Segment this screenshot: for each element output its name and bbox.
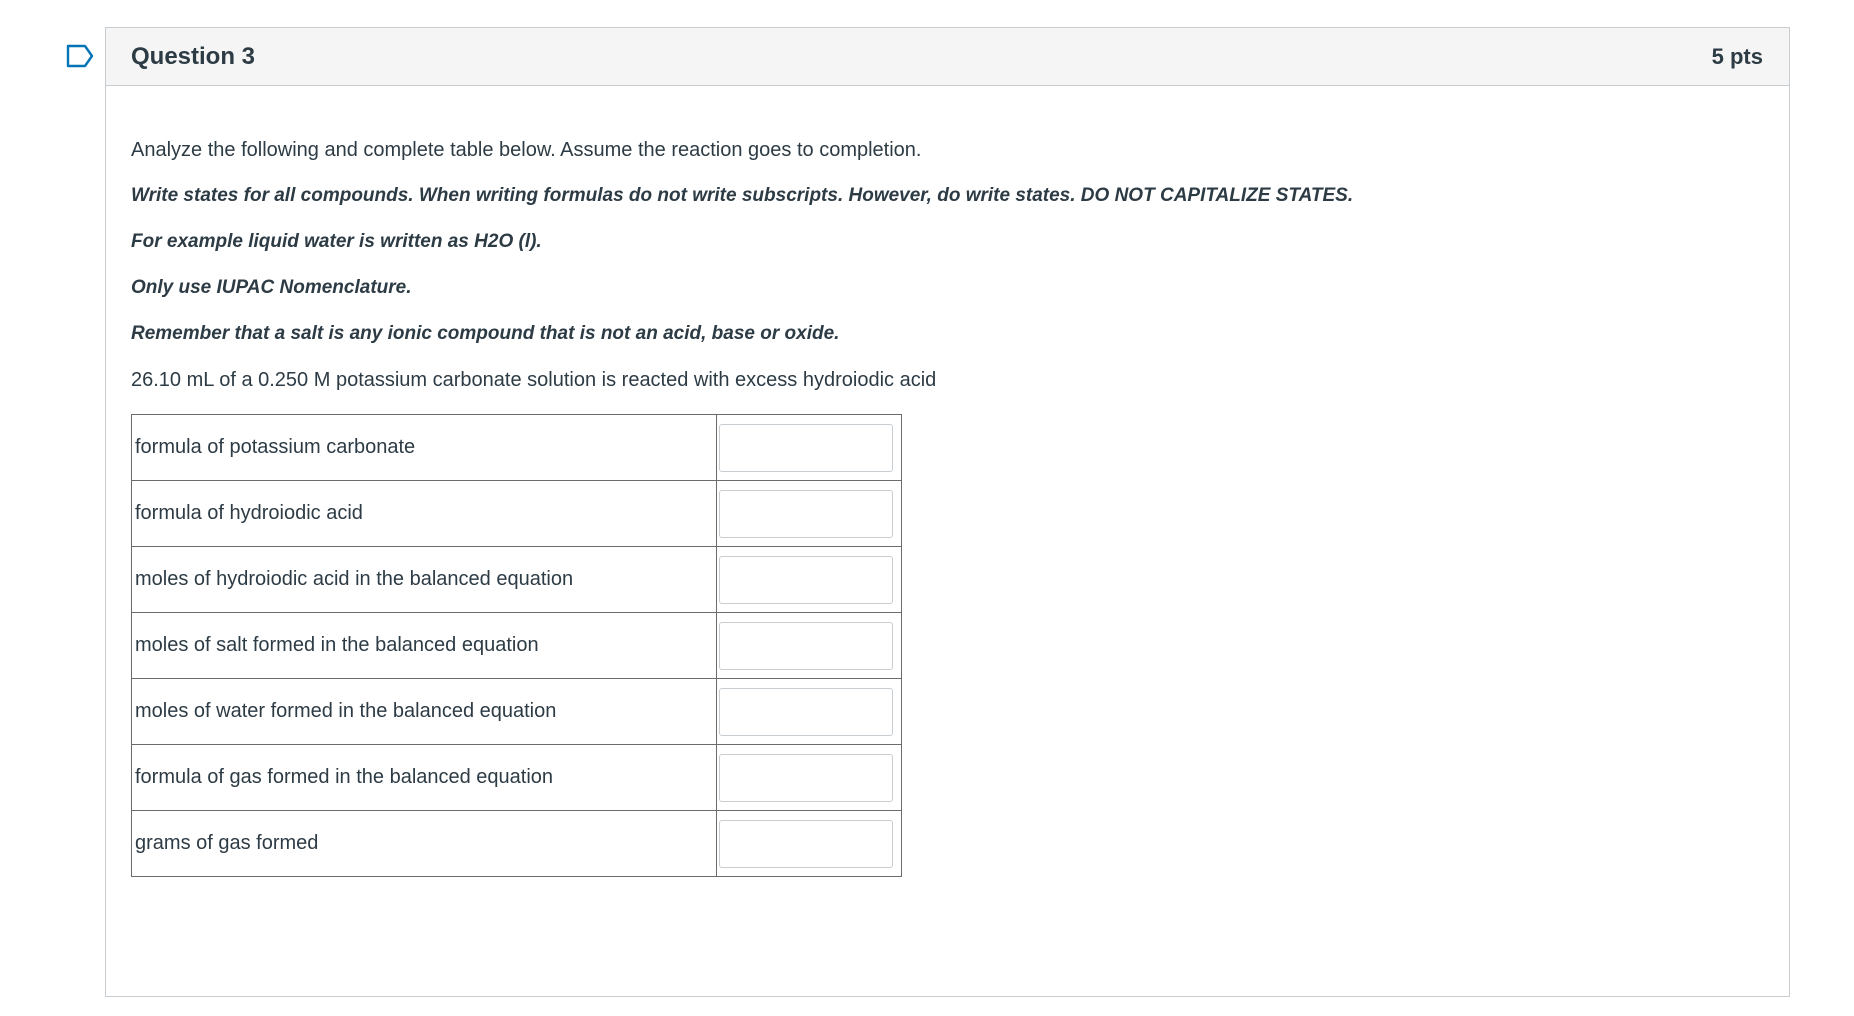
table-row	[132, 613, 902, 679]
question-card	[105, 27, 1790, 997]
answer-input-potassium-carbonate-formula[interactable]	[719, 424, 893, 472]
table-row	[132, 415, 902, 481]
row-label: moles of salt formed in the balanced equation	[132, 613, 717, 679]
answer-input-gas-formula[interactable]	[719, 754, 893, 802]
table-row	[132, 481, 902, 547]
row-label: formula of gas formed in the balanced equation	[132, 745, 717, 811]
row-label: moles of hydroiodic acid in the balanced equation	[132, 547, 717, 613]
answer-input-moles-water[interactable]	[719, 688, 893, 736]
question-intro: Analyze the following and complete table below. Assume the reaction goes to completion.	[131, 139, 922, 161]
row-label: grams of gas formed	[132, 811, 717, 877]
question-points: 5 pts	[1711, 43, 1763, 69]
answer-input-hydroiodic-acid-formula[interactable]	[719, 490, 893, 538]
table-row	[132, 547, 902, 613]
question-header	[106, 28, 1789, 86]
answer-input-moles-salt[interactable]	[719, 622, 893, 670]
answer-input-grams-gas[interactable]	[719, 820, 893, 868]
table-row	[132, 745, 902, 811]
problem-statement: 26.10 mL of a 0.250 M potassium carbonate solution is reacted with excess hydroiodic acid	[131, 369, 937, 391]
instruction-iupac: Only use IUPAC Nomenclature.	[131, 277, 412, 298]
question-body	[106, 86, 1789, 877]
row-label: formula of potassium carbonate	[132, 415, 717, 481]
question-title: Question 3	[131, 42, 256, 70]
answer-table	[131, 414, 902, 877]
row-label: moles of water formed in the balanced equation	[132, 679, 717, 745]
answer-input-moles-hydroiodic-acid[interactable]	[719, 556, 893, 604]
table-row	[132, 679, 902, 745]
instruction-salt: Remember that a salt is any ionic compound that is not an acid, base or oxide.	[131, 323, 840, 344]
instruction-states: Write states for all compounds. When writing formulas do not write subscripts. However, do write states. DO NOT CAPITALIZE STATES.	[131, 185, 1354, 206]
instruction-example: For example liquid water is written as H2O (l).	[131, 231, 542, 252]
table-row	[132, 811, 902, 877]
row-label: formula of hydroiodic acid	[132, 481, 717, 547]
bookmark-flag-icon[interactable]	[66, 44, 94, 68]
